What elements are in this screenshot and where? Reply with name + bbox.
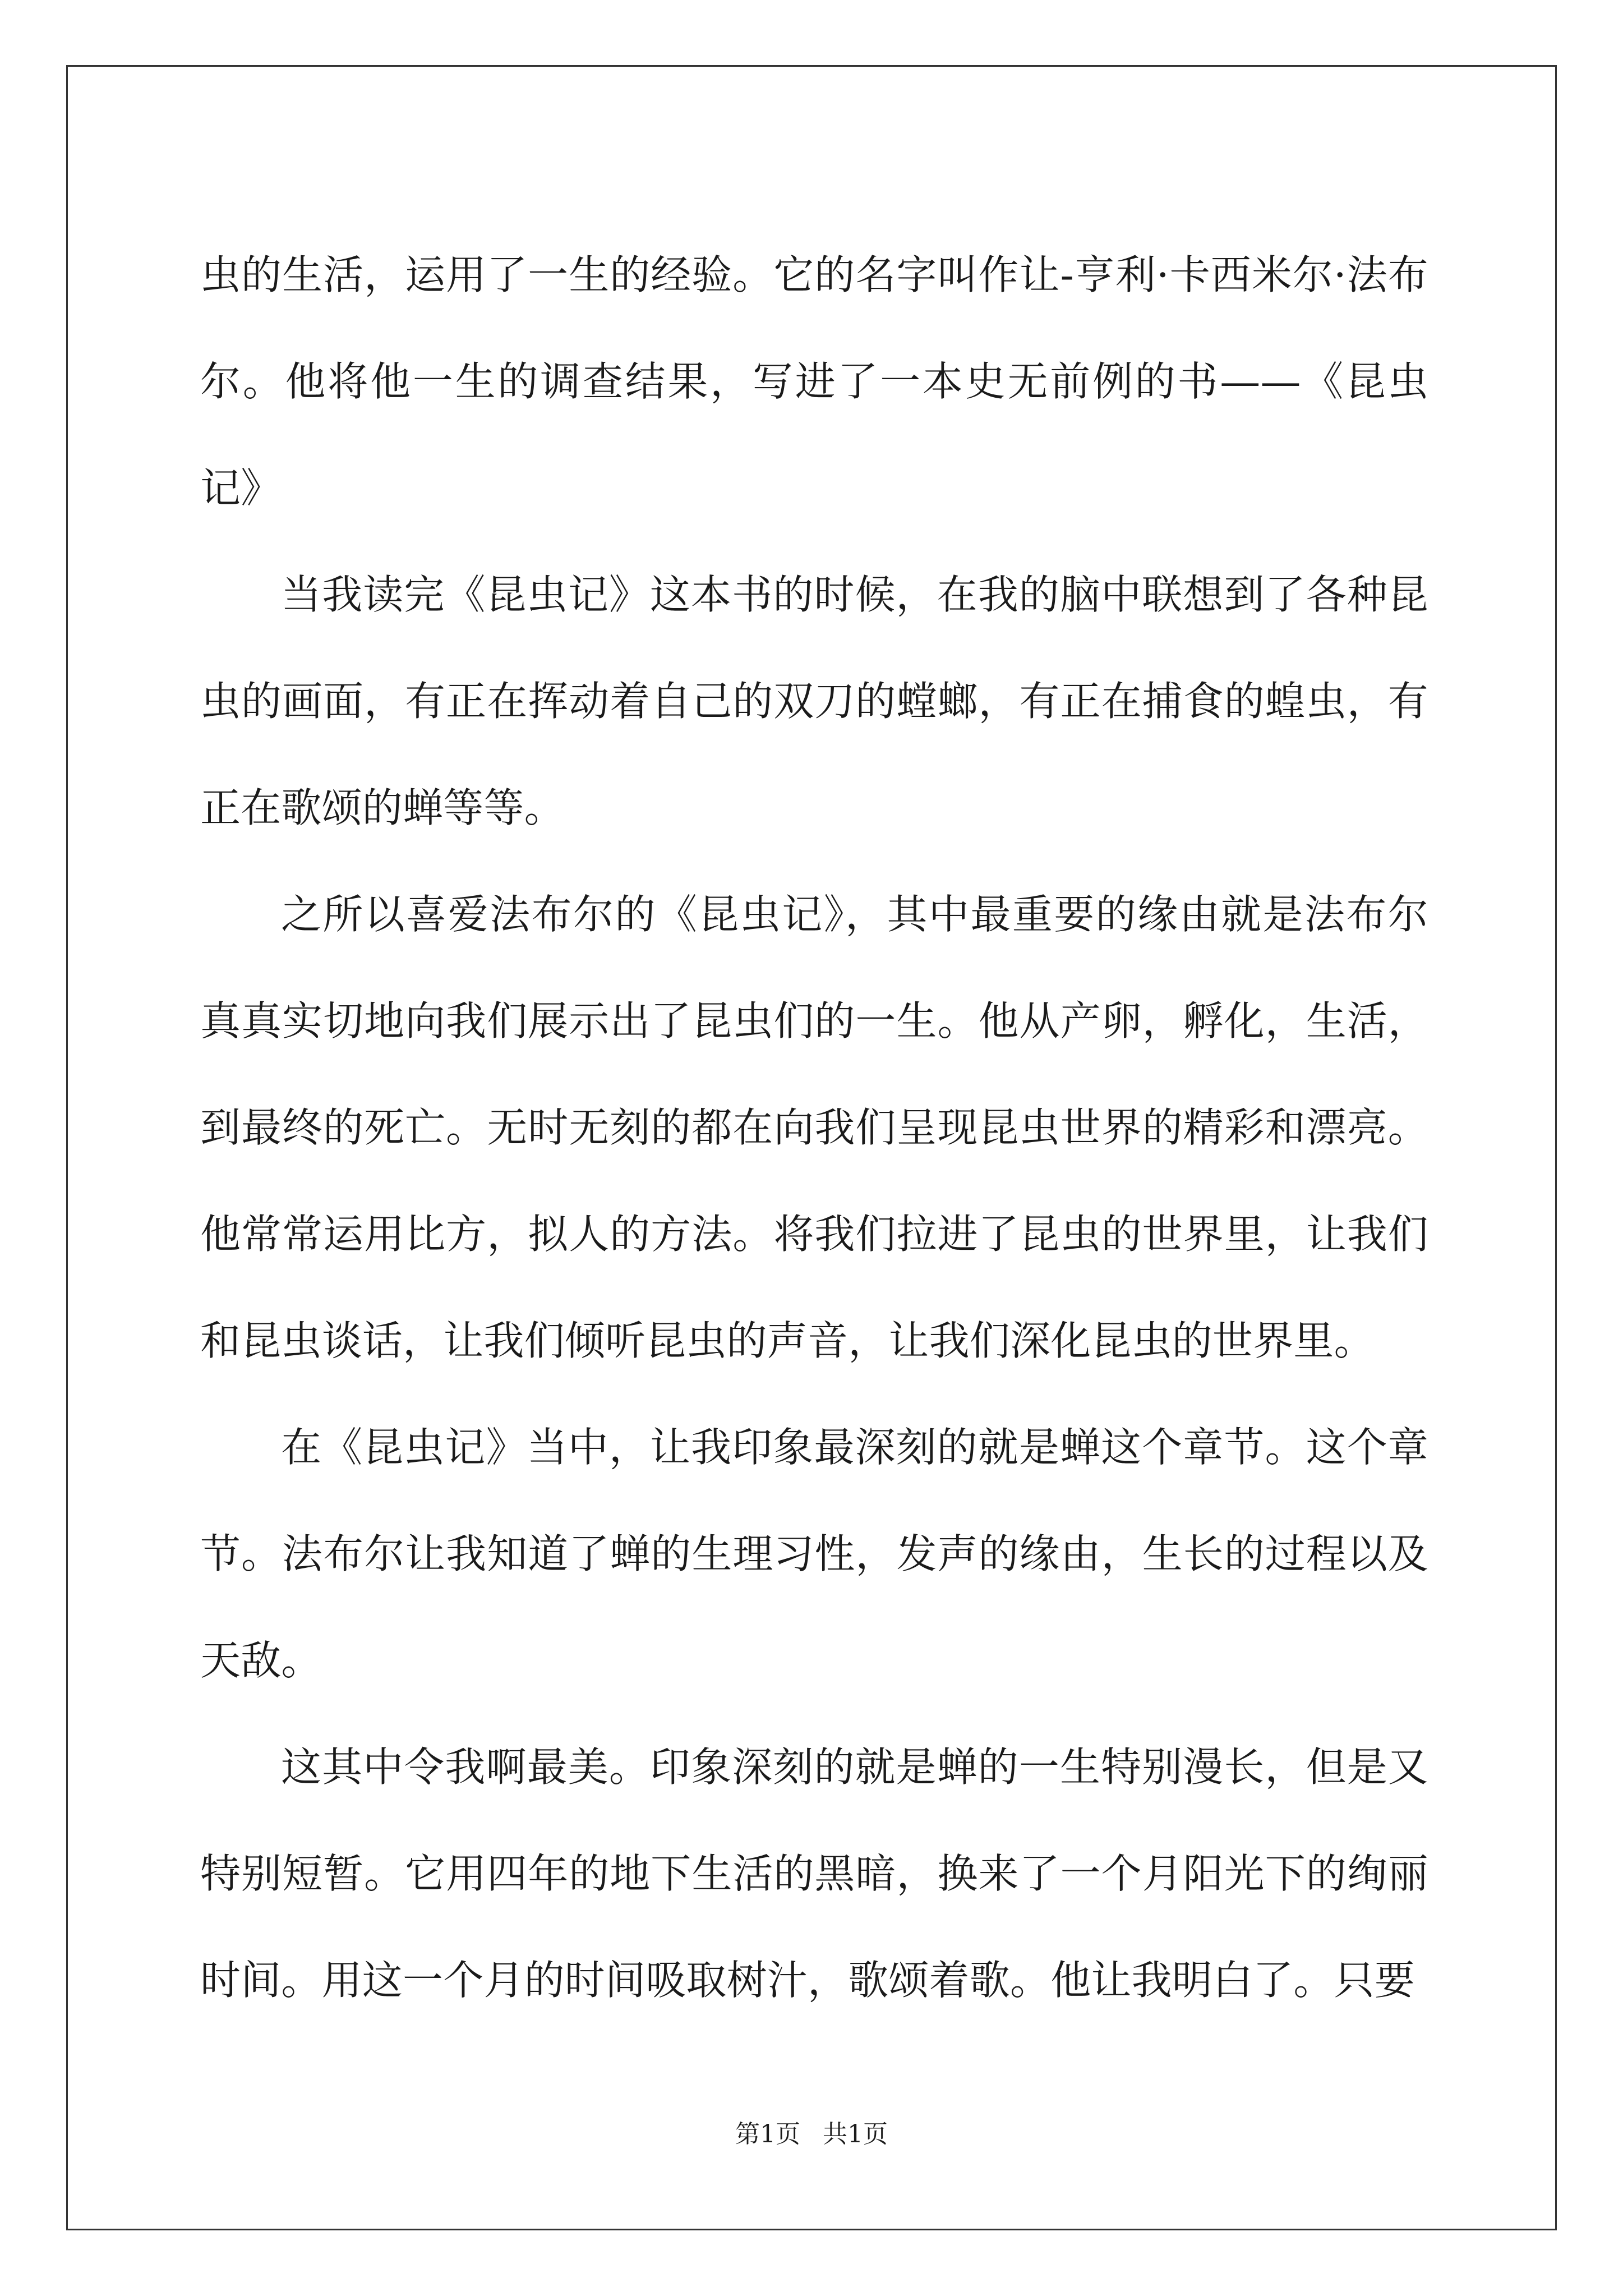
paragraph-2: 当我读完《昆虫记》这本书的时候，在我的脑中联想到了各种昆虫的画面，有正在挥动着自己的双刀的螳螂，有正在捕食的蝗虫，有正在歌颂的蝉等等。 — [200, 571, 1428, 831]
page-footer — [0, 2118, 1623, 2151]
page-total: 共1页 — [823, 2120, 888, 2148]
paragraph-1: 虫的生活，运用了一生的经验。它的名字叫作让-亨利·卡西米尔·法布尔。他将他一生的调查结果，写进了一本史无前例的书——《昆虫记》 — [200, 251, 1428, 512]
paragraph-4: 在《昆虫记》当中，让我印象最深刻的就是蝉这个章节。这个章节。法布尔让我知道了蝉的生理习性，发声的缘由，生长的过程以及天敌。 — [200, 1424, 1428, 1684]
paragraph-5: 这其中令我啊最美。印象深刻的就是蝉的一生特别漫长，但是又特别短暂。它用四年的地下生活的黑暗，换来了一个月阳光下的绚丽时间。用这一个月的时间吸取树汁，歌颂着歌。他让我明白了。只要 — [200, 1743, 1428, 2004]
document-body — [200, 222, 1428, 2033]
paragraph-3: 之所以喜爱法布尔的《昆虫记》，其中最重要的缘由就是法布尔真真实切地向我们展示出了昆虫们的一生。他从产卵，孵化，生活，到最终的死亡。无时无刻的都在向我们呈现昆虫世界的精彩和漂亮。他常常运用比方，拟人的方法。将我们拉进了昆虫的世界里，让我们和昆虫谈话，让我们倾听昆虫的声音，让我们深化昆虫的世界里。 — [200, 891, 1428, 1364]
page-number: 第1页 — [735, 2120, 800, 2148]
